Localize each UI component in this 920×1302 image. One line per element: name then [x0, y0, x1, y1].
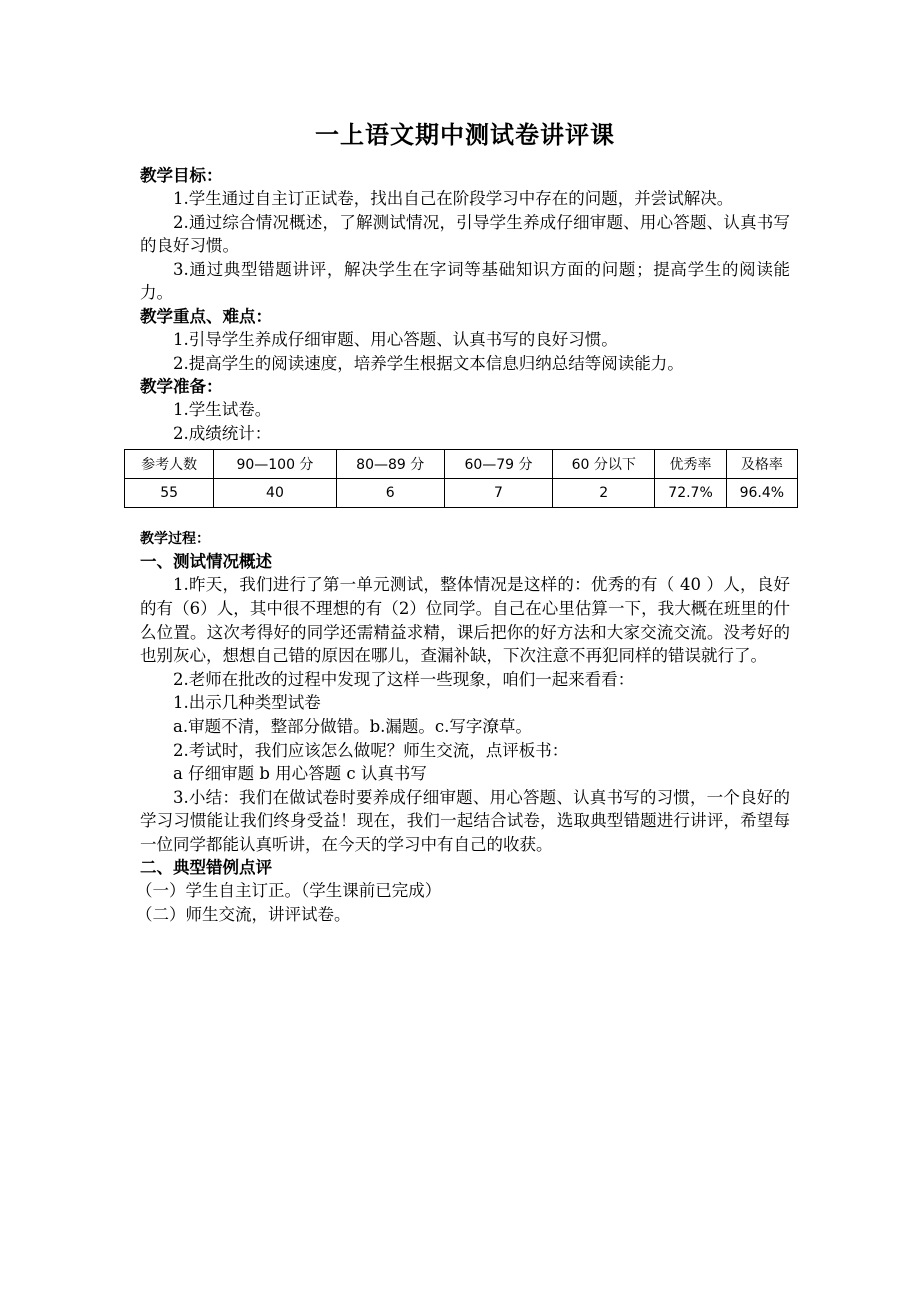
section1-paragraph: a.审题不清，整部分做错。b.漏题。c.写字潦草。	[173, 716, 532, 736]
document-page	[136, 118, 790, 927]
goal-item-1: 1.学生通过自主订正试卷，找出自己在阶段学习中存在的问题，并尝试解决。	[173, 189, 734, 208]
key-point-item-2: 2.提高学生的阅读速度，培养学生根据文本信息归纳总结等阅读能力。	[173, 353, 684, 373]
score-value-cell: 40	[214, 479, 336, 508]
score-header-cell: 60 分以下	[553, 450, 655, 479]
key-point-item-1: 1.引导学生养成仔细审题、用心答题、认真书写的良好习惯。	[173, 329, 618, 349]
score-table	[124, 449, 798, 508]
goal-item-2: 2.通过综合情况概述，了解测试情况，引导学生养成仔细审题、用心答题、认真书写的良好习惯。	[140, 212, 790, 256]
score-table-value-row	[125, 479, 798, 508]
score-value-cell: 2	[553, 479, 655, 508]
document-title: 一上语文期中测试卷讲评课	[315, 121, 615, 149]
section1-paragraph: 3.小结：我们在做试卷时要养成仔细审题、用心答题、认真书写的习惯，一个良好的学习习惯能让我们终身受益！现在，我们一起结合试卷，选取典型错题进行讲评，希望每一位同学都能认真听讲，在今天的学习中有自己的收获。	[140, 787, 790, 854]
score-value-cell: 96.4%	[726, 479, 797, 508]
section1-heading: 一、测试情况概述	[140, 552, 272, 572]
section2-item-2: （二）师生交流，讲评试卷。	[136, 905, 351, 925]
section1-paragraph: a 仔细审题 b 用心答题 c 认真书写	[173, 764, 427, 784]
score-header-cell: 80—89 分	[336, 450, 444, 479]
section1-paragraph: 2.考试时，我们应该怎么做呢？师生交流，点评板书：	[173, 740, 569, 760]
score-header-cell: 90—100 分	[214, 450, 336, 479]
score-value-cell: 72.7%	[655, 479, 726, 508]
score-table-header-row	[125, 450, 798, 479]
key-points-heading: 教学重点、难点：	[140, 306, 272, 326]
section2-item-1: （一）学生自主订正。（学生课前已完成）	[136, 881, 442, 901]
prep-item-2: 2.成绩统计：	[173, 423, 272, 443]
score-header-cell: 及格率	[726, 450, 797, 479]
section1-paragraph: 1.昨天，我们进行了第一单元测试，整体情况是这样的：优秀的有（ 40 ）人，良好的有（6）人，其中很不理想的有（2）位同学。自己在心里估算一下，我大概在班里的什么位置。这次考得好的同学还需精益求精，课后把你的好方法和大家交流交流。没考好的也别灰心，想想自己错的原因在哪儿，查漏补缺，下次注意不再犯同样的错误就行了。	[140, 575, 790, 666]
section2-heading: 二、典型错例点评	[140, 858, 272, 878]
score-header-cell: 参考人数	[125, 450, 214, 479]
process-heading: 教学过程：	[140, 531, 210, 548]
score-header-cell: 60—79 分	[444, 450, 552, 479]
section1-paragraph: 1.出示几种类型试卷	[173, 693, 321, 713]
prep-heading: 教学准备：	[140, 377, 223, 397]
prep-item-1: 1.学生试卷。	[173, 400, 272, 420]
score-value-cell: 7	[444, 479, 552, 508]
score-header-cell: 优秀率	[655, 450, 726, 479]
section1-paragraph: 2.老师在批改的过程中发现了这样一些现象，咱们一起来看看：	[173, 669, 635, 689]
goals-heading: 教学目标：	[140, 166, 223, 185]
score-value-cell: 6	[336, 479, 444, 508]
score-value-cell: 55	[125, 479, 214, 508]
goal-item-3: 3.通过典型错题讲评，解决学生在字词等基础知识方面的问题；提高学生的阅读能力。	[140, 259, 790, 303]
